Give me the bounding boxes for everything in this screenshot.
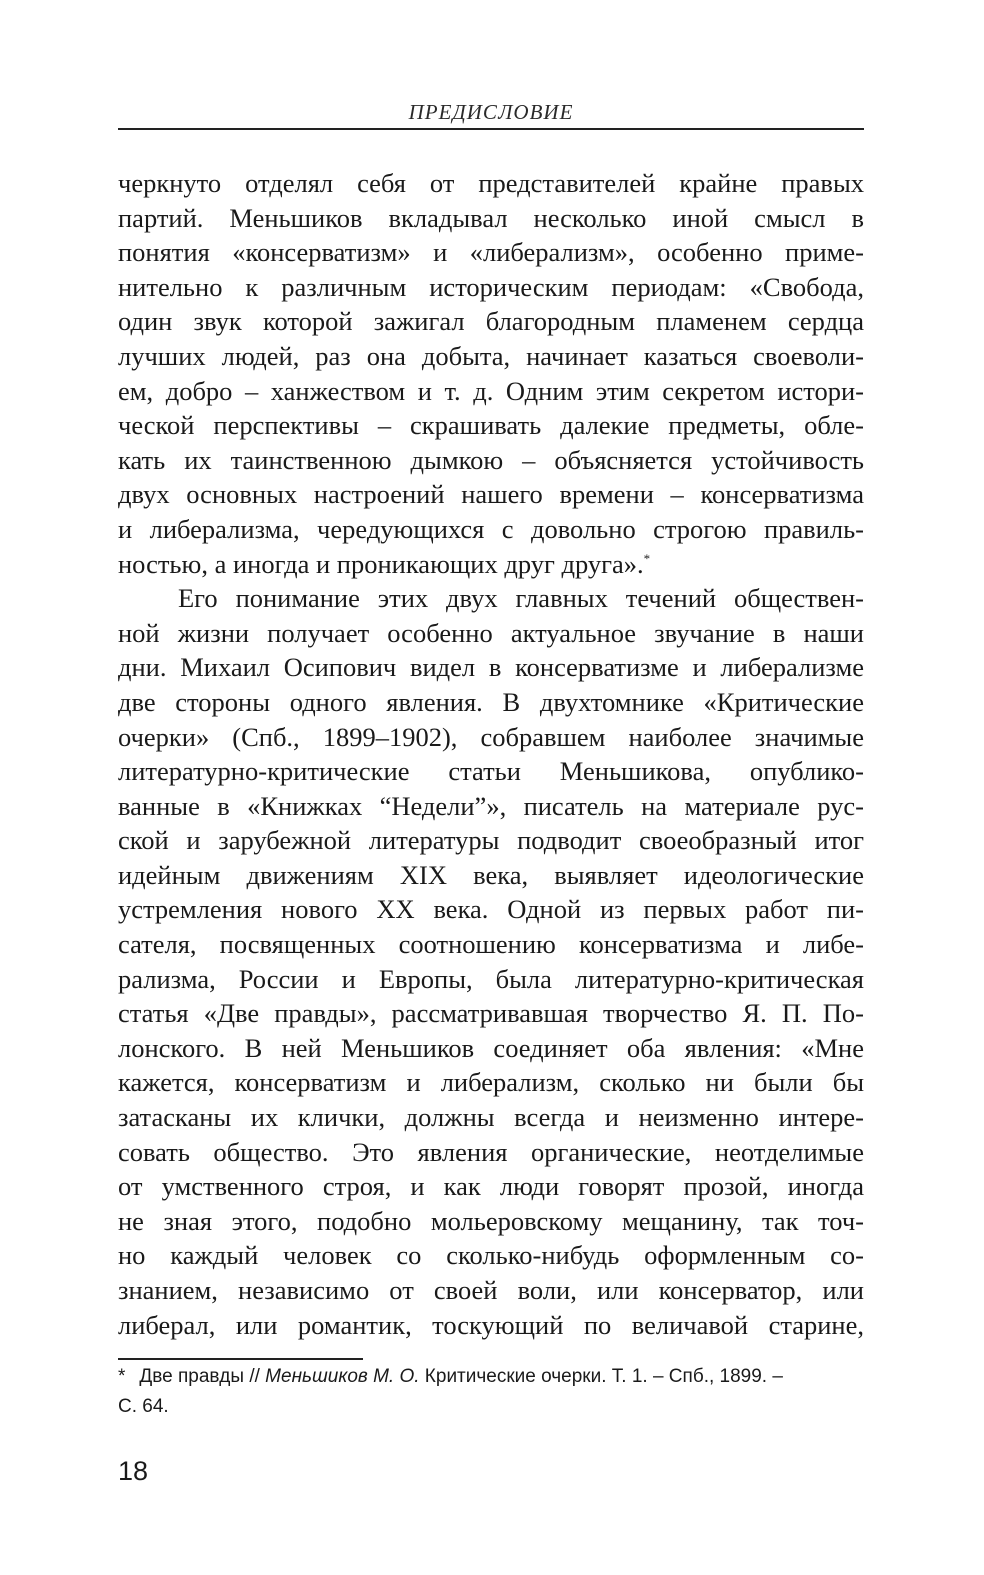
footnote-star: * <box>118 1366 126 1387</box>
text-line: ванные в «Книжках “Недели”», писатель на материале рус- <box>118 790 864 821</box>
text-line: либерал, или романтик, тоскующий по величавой старине, <box>118 1309 864 1340</box>
text-line: очерки» (Спб., 1899–1902), собравшем наиболее значимые <box>118 721 864 752</box>
text-line: знанием, независимо от своей воли, или консерватор, или <box>118 1275 864 1305</box>
text-line: понятия «консерватизм» и «либерализм», особенно приме- <box>118 237 864 268</box>
text-line: ческой перспективы – скрашивать далекие предметы, обле- <box>118 410 864 441</box>
text-line: ской и зарубежной литературы подводит своеобразный итог <box>118 825 864 856</box>
text-line: кать их таинственною дымкою – объясняется устойчивость <box>118 444 864 475</box>
footnote-text-before: Две правды // <box>139 1366 266 1387</box>
text-line: один звук которой зажигал благородным пламенем сердца <box>118 306 864 337</box>
text-line: совать общество. Это явления органические, неотделимые <box>118 1136 864 1167</box>
text-line: рализма, России и Европы, была литературно-критическая <box>118 963 864 994</box>
paragraph-start-line: Его понимание этих двух главных течений обществен- <box>178 583 864 614</box>
header-rule <box>118 128 864 130</box>
text-line: дни. Михаил Осипович видел в консерватизме и либерализме <box>118 652 864 683</box>
text-line: черкнуто отделял себя от представителей крайне правых <box>118 168 864 198</box>
text-line: статья «Две правды», рассматривавшая творчество Я. П. По- <box>118 998 864 1029</box>
text-line: устремления нового XX века. Одной из первых работ пи- <box>118 894 864 925</box>
footnote-rule <box>118 1358 363 1360</box>
footnote-line-2: С. 64. <box>118 1396 169 1417</box>
running-title: ПРЕДИСЛОВИЕ <box>408 100 574 124</box>
footnote-marker: * <box>643 550 651 566</box>
text-line: лонского. В ней Меньшиков соединяет оба явления: «Мне <box>118 1032 864 1063</box>
footnote <box>118 1362 864 1422</box>
text-line: идейным движениям XIX века, выявляет идеологические <box>118 859 864 890</box>
text-line: ностью, а иногда и проникающих друг друга». <box>118 548 644 579</box>
text-line: не зная этого, подобно мольеровскому мещанину, так точ- <box>118 1205 864 1236</box>
footnote-text-after: Критические очерки. Т. 1. – Спб., 1899. – <box>419 1366 783 1387</box>
text-line: ем, добро – ханжеством и т. д. Одним этим секретом истори- <box>118 375 864 406</box>
footnote-line-1 <box>118 1362 864 1392</box>
page-number: 18 <box>118 1456 149 1486</box>
text-line: лучших людей, раз она добыта, начинает казаться своеволи- <box>118 340 864 371</box>
footnote-author: Меньшиков М. О. <box>265 1366 420 1387</box>
main-text <box>118 166 864 1342</box>
text-line: нительно к различным историческим периодам: «Свобода, <box>118 271 864 302</box>
text-line: от умственного строя, и как люди говорят прозой, иногда <box>118 1171 864 1202</box>
text-line: литературно-критические статьи Меньшикова, опублико- <box>118 756 864 787</box>
text-line: кажется, консерватизм и либерализм, сколько ни были бы <box>118 1067 864 1098</box>
text-line: и либерализма, чередующихся с довольно строгою правиль- <box>118 513 864 544</box>
text-line: ной жизни получает особенно актуальное звучание в наши <box>118 617 864 648</box>
paragraph-end-line <box>118 547 864 582</box>
text-line: затасканы их клички, должны всегда и неизменно интере- <box>118 1102 864 1133</box>
text-line: двух основных настроений нашего времени – консерватизма <box>118 479 864 510</box>
text-line: сателя, посвященных соотношению консерватизма и либе- <box>118 929 864 960</box>
text-line: партий. Меньшиков вкладывал несколько иной смысл в <box>118 202 864 233</box>
text-line: две стороны одного явления. В двухтомнике «Критические <box>118 686 864 717</box>
text-line: но каждый человек со сколько-нибудь оформленным со- <box>118 1240 864 1271</box>
